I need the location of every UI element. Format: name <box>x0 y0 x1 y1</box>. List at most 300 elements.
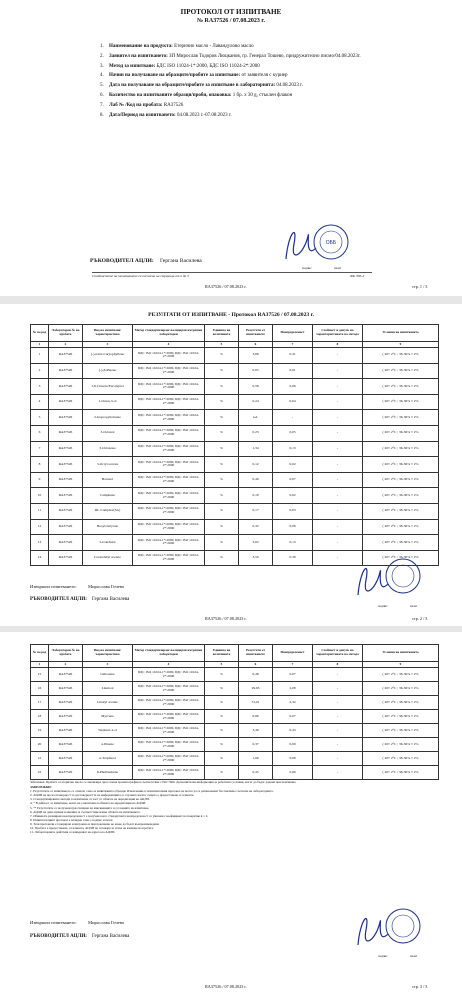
column-header: Стойност и допуск на характеристиката по метода <box>313 645 363 662</box>
result: 0,80 <box>239 710 273 724</box>
row-number: 12 <box>31 519 49 535</box>
result: 0,18 <box>239 488 273 504</box>
lab-number: RA37526 <box>49 724 83 738</box>
limit: - <box>313 457 363 473</box>
info-label: Лаб № /Код на пробата: <box>109 102 163 108</box>
test-name: DL-Camphor(SG) <box>83 503 133 519</box>
lab-number: RA37526 <box>49 766 83 780</box>
conditions: ( 20± 2°C ; 36-36% ± 2% <box>363 457 439 473</box>
protocol-number: № RA37526 / 07.08.2023 г. <box>197 18 265 24</box>
test-name: Lavandulyl acetate <box>83 550 133 566</box>
row-number: 13 <box>31 535 49 551</box>
protocol-page-1 <box>0 0 462 296</box>
uncertainty: 0,07 <box>273 472 313 488</box>
lab-number: RA37526 <box>49 710 83 724</box>
result: 0,05 <box>239 363 273 379</box>
method: БДС ISO 11024-1*:2000, БДС ISO 11024-2*:2000 <box>133 752 205 766</box>
head-label: РЪКОВОДИТЕЛ АЦЛИ: <box>30 597 87 602</box>
result: 0,17 <box>239 503 273 519</box>
unit: % <box>205 394 239 410</box>
limit: - <box>313 535 363 551</box>
method: БДС ISO 11024-1*:2000, БДС ISO 11024-2*:2000 <box>133 724 205 738</box>
uncertainty: 0,01 <box>273 363 313 379</box>
uncertainty: 0,09 <box>273 738 313 752</box>
test-name: Hexyl-butyrate <box>83 519 133 535</box>
conditions: ( 20± 2°C ; 36-36% ± 2% <box>363 379 439 395</box>
method: БДС ISO 11024-1*:2000, БДС ISO 11024-2*:2000 <box>133 503 205 519</box>
note-item: 4. * В дейност за изпитване, която не е включена в обхвата на акредитация на АЦЛИ. <box>30 801 147 806</box>
test-name: Myrcene <box>83 710 133 724</box>
lab-number: RA37526 <box>49 425 83 441</box>
row-number: 19 <box>31 724 49 738</box>
info-value: 04.08.2023 г. <box>276 83 303 89</box>
stamp-caption: печат <box>334 266 342 270</box>
head-name: Гергана Василева <box>160 258 202 264</box>
head-label: РЪКОВОДИТЕЛ АЦЛИ: <box>30 934 87 939</box>
conditions: ( 20± 2°C ; 36-36% ± 2% <box>363 519 439 535</box>
unit: % <box>205 738 239 752</box>
conditions: ( 20± 2°C ; 36-36% ± 2% <box>363 441 439 457</box>
stamp-text: ОББ <box>325 240 337 246</box>
result: 0,24 <box>239 394 273 410</box>
uncertainty: 0,13 <box>273 441 313 457</box>
table-row <box>31 472 439 488</box>
result: 3,68 <box>239 348 273 364</box>
unit: % <box>205 363 239 379</box>
conditions: ( 20± 2°C ; 36-36% ± 2% <box>363 488 439 504</box>
info-label: Дата на получаване на образците/пробите за изпитване в лабораторията: <box>109 83 276 89</box>
stamp-caption: печат <box>410 604 418 608</box>
conditions: ( 20± 2°C ; 36-36% ± 2% <box>363 503 439 519</box>
test-name: 3-Octanone <box>83 441 133 457</box>
result: 29,65 <box>239 682 273 696</box>
protocol-page-2 <box>0 304 462 626</box>
table-row <box>31 425 439 441</box>
method: БДС ISO 11024-1*:2000, БДС ISO 11024-2*:2000 <box>133 348 205 364</box>
result: 31,01 <box>239 696 273 710</box>
limit: - <box>313 766 363 780</box>
info-value: RA37526 <box>163 102 184 108</box>
uncertainty: 0,04 <box>273 394 313 410</box>
row-number: 14 <box>31 550 49 566</box>
column-header: Вид на изпитване/ характеристика <box>83 645 133 662</box>
note-item: 8. Изпитвателният протокол е валиден само с подпис и печат. <box>30 817 114 822</box>
row-number: 9 <box>31 472 49 488</box>
unit: % <box>205 441 239 457</box>
table-row <box>31 738 439 752</box>
note-item: 6. АЦЛИ не дава оценки и мнения за съответствие извън обхвата на изпитването. <box>30 809 141 814</box>
table-row <box>31 535 439 551</box>
conditions: ( 20± 2°C ; 36-36% ± 2% <box>363 738 439 752</box>
notes-block <box>30 780 438 834</box>
result: 1,06 <box>239 752 273 766</box>
info-item <box>100 64 440 70</box>
lab-number: RA37526 <box>49 348 83 364</box>
limit: - <box>313 425 363 441</box>
test-name: α-Terpineol <box>83 752 133 766</box>
result: 0,58 <box>239 379 273 395</box>
column-number: 9 <box>363 662 439 668</box>
limit: - <box>313 472 363 488</box>
info-item <box>100 73 440 79</box>
method: БДС ISO 11024-1*:2000, БДС ISO 11024-2*:2000 <box>133 379 205 395</box>
lab-number: RA37526 <box>49 472 83 488</box>
result: 0,32 <box>239 519 273 535</box>
limit: - <box>313 752 363 766</box>
info-label: Метод за изпитване: <box>109 63 156 69</box>
unit: % <box>205 410 239 426</box>
method: БДС ISO 11024-1*:2000, БДС ISO 11024-2*:2000 <box>133 488 205 504</box>
lab-number: RA37526 <box>49 752 83 766</box>
row-number: 11 <box>31 503 49 519</box>
column-header: Условия на изпитването <box>363 325 439 342</box>
unit: % <box>205 752 239 766</box>
method: БДС ISO 11024-1*:2000, БДС ISO 11024-2*:2000 <box>133 550 205 566</box>
limit: - <box>313 503 363 519</box>
column-header: № по ред <box>31 645 49 662</box>
info-item <box>100 83 440 89</box>
method: БДС ISO 11024-1*:2000, БДС ISO 11024-2*:2000 <box>133 410 205 426</box>
unit: % <box>205 348 239 364</box>
test-name: 2-Isopropyltoluene <box>83 410 133 426</box>
stamp-caption: печат <box>410 954 418 958</box>
results-title: РЕЗУЛТАТИ ОТ ИЗПИТВАНЕ - Протокол RA37526 / 07.08.2023 г. <box>148 312 314 318</box>
lab-number: RA37526 <box>49 738 83 752</box>
uncertainty: 0,02 <box>273 488 313 504</box>
test-name: 1,8-Cineole/Eucalyptol <box>83 379 133 395</box>
table-row <box>31 724 439 738</box>
lab-number: RA37526 <box>49 410 83 426</box>
column-header: № по ред <box>31 325 49 342</box>
row-number: 3 <box>31 379 49 395</box>
info-value: от заявителя с куриер <box>241 73 288 79</box>
table-row <box>31 682 439 696</box>
protocol-page-3 <box>0 632 462 999</box>
table-row <box>31 348 439 364</box>
note-item: 3. Стандартизираните методи за изпитване са част от обхвата на акредитация на АЦЛИ. <box>30 797 150 802</box>
tester-label: Извършил изпитването: <box>30 584 77 589</box>
conditions: ( 20± 2°C ; 36-36% ± 2% <box>363 348 439 364</box>
row-number: 22 <box>31 766 49 780</box>
result: 3,50 <box>239 550 273 566</box>
lab-number: RA37526 <box>49 379 83 395</box>
notes-list <box>30 789 438 834</box>
results-table <box>30 324 439 566</box>
column-number: 5 <box>205 342 239 348</box>
info-value: 04.08.2023 г.-07.08.2023 г. <box>176 112 232 118</box>
head-label: РЪКОВОДИТЕЛ АЦЛИ: <box>90 258 154 264</box>
table-row <box>31 710 439 724</box>
unit: % <box>205 503 239 519</box>
table-row <box>31 457 439 473</box>
uncertainty: 0,05 <box>273 425 313 441</box>
method: БДС ISO 11024-1*:2000, БДС ISO 11024-2*:2000 <box>133 738 205 752</box>
info-value: 1 бр. х 30 g, стъклен флакон <box>232 92 293 98</box>
uncertainty: 0,03 <box>273 503 313 519</box>
test-name: (-)-β-Pinene <box>83 363 133 379</box>
note-item: 5. ** Резултатите са получени при спазване на изискванията за условията на изпитване. <box>30 805 150 810</box>
test-name: Terpinen 4-ol <box>83 724 133 738</box>
sign-caption: подпис <box>302 266 312 270</box>
column-number: 8 <box>313 342 363 348</box>
method: БДС ISO 11024-1*:2000, БДС ISO 11024-2*:2000 <box>133 363 205 379</box>
note-item: 11. Лабораторните действия се извършват на адреса на АЦЛИ. <box>30 830 116 835</box>
column-header: Неопределеност <box>273 645 313 662</box>
info-number: 8. <box>100 112 104 118</box>
table-row <box>31 363 439 379</box>
test-name: (-)-trans-Caryophyllene <box>83 348 133 364</box>
info-label: Заявител на изпитването: <box>109 53 168 59</box>
limit: - <box>313 724 363 738</box>
column-header: Метод стандартизиран/ валидиран вътрешен лабораторен <box>133 645 205 662</box>
result: 0,23 <box>239 425 273 441</box>
page-gap <box>0 296 462 304</box>
row-number: 17 <box>31 696 49 710</box>
test-name: 3-Octanol <box>83 425 133 441</box>
signature-stamp-image <box>340 550 430 606</box>
unit: % <box>205 550 239 566</box>
row-number: 21 <box>31 752 49 766</box>
test-name: Camphene <box>83 488 133 504</box>
lab-number: RA37526 <box>49 441 83 457</box>
uncertainty: - <box>273 410 313 426</box>
method: БДС ISO 11024-1*:2000, БДС ISO 11024-2*:2000 <box>133 472 205 488</box>
conditions: ( 20± 2°C ; 36-36% ± 2% <box>363 724 439 738</box>
uncertainty: 0,07 <box>273 668 313 682</box>
limit: - <box>313 488 363 504</box>
row-number: 20 <box>31 738 49 752</box>
test-name: 3-Octyl acetate <box>83 457 133 473</box>
method: БДС ISO 11024-1*:2000, БДС ISO 11024-2*:2000 <box>133 535 205 551</box>
conditions: ( 20± 2°C ; 36-36% ± 2% <box>363 710 439 724</box>
unit: % <box>205 766 239 780</box>
tester-label: Извършил изпитването: <box>30 920 77 925</box>
note-item: 1. Резултатите от изпитването се отнасят само за изпитваните образци. Извлечения от изпитвателния протокол не могат да се размножават без писмено съгласие на лабораторията. <box>30 789 274 794</box>
lab-number: RA37526 <box>49 394 83 410</box>
table-row <box>31 394 439 410</box>
limit: - <box>313 519 363 535</box>
uncertainty: 0,06 <box>273 519 313 535</box>
info-number: 2. <box>100 53 104 59</box>
limit: - <box>313 738 363 752</box>
note-item: 10. Пробата е предоставена, от клиента, АЦЛИ не отговаря за етапа на вземане на пробата. <box>30 826 154 831</box>
info-item <box>100 54 440 60</box>
row-number: 18 <box>31 710 49 724</box>
limit: - <box>313 682 363 696</box>
lab-number: RA37526 <box>49 696 83 710</box>
column-header: Неопределеност <box>273 325 313 342</box>
result: 3,02 <box>239 535 273 551</box>
row-number: 2 <box>31 363 49 379</box>
uncertainty: 0,06 <box>273 766 313 780</box>
lab-number: RA37526 <box>49 682 83 696</box>
conditions: ( 20± 2°C ; 36-36% ± 2% <box>363 410 439 426</box>
info-value: Етерично масло - Лавандулово масло <box>174 44 254 49</box>
column-header: Единица на величината <box>205 645 239 662</box>
info-value: ЗП Мирослав Тодоров Люцканов, гр. Генерал Тошево, придружително писмо/04.08.2023г. <box>169 53 361 59</box>
column-number: 2 <box>49 662 83 668</box>
row-number: 16 <box>31 682 49 696</box>
column-number: 1 <box>31 342 49 348</box>
info-label: Дата/Период на изпитването: <box>109 112 176 118</box>
footer-page: стр. 3 / 3 <box>412 984 428 989</box>
uncertainty: 0,09 <box>273 752 313 766</box>
tester-name: Мирослава Гочева <box>88 920 124 925</box>
lab-number: RA37526 <box>49 519 83 535</box>
conditions: ( 20± 2°C ; 36-36% ± 2% <box>363 668 439 682</box>
uncertainty: 0,43 <box>273 724 313 738</box>
column-header: Стойност и допуск на характеристиката по метода <box>313 325 363 342</box>
conditions: ( 20± 2°C ; 36-36% ± 2% <box>363 696 439 710</box>
lab-number: RA37526 <box>49 668 83 682</box>
uncertainty: 0,31 <box>273 348 313 364</box>
sign-caption: подпис <box>378 604 388 608</box>
method: БДС ISO 11024-1*:2000, БДС ISO 11024-2*:2000 <box>133 441 205 457</box>
info-label: Количество на изпитваните образци/проби, опаковка: <box>109 92 232 98</box>
remark-text: Забележка: Пробата от етерично масло се анализира чрез газова хроматография в съответствие с ISO 7609. Допълнителна информация за работните условия, могат да бъдат дадени при поискване. <box>30 780 297 784</box>
method: БДС ISO 11024-1*:2000, БДС ISO 11024-2*:2000 <box>133 682 205 696</box>
conditions: ( 20± 2°C ; 36-36% ± 2% <box>363 535 439 551</box>
result: 1,34 <box>239 441 273 457</box>
tester-name: Мирослава Гочева <box>88 584 124 589</box>
info-label: Наименование на продукта: <box>109 44 173 49</box>
lab-number: RA37526 <box>49 535 83 551</box>
limit: - <box>313 710 363 724</box>
table-row <box>31 668 439 682</box>
footer-page: стр. 1 / 3 <box>412 284 428 289</box>
method: БДС ISO 11024-1*:2000, БДС ISO 11024-2*:2000 <box>133 457 205 473</box>
column-header: Резултати от изпитването <box>239 325 273 342</box>
info-value: БДС ISO 11024-1*:2000, БДС ISO 11024-2*:2000 <box>156 63 260 69</box>
info-number: 1. <box>100 44 104 49</box>
notes-title: ЗАБЕЛЕЖКИ: <box>30 785 52 790</box>
table-row <box>31 488 439 504</box>
conditions: ( 20± 2°C ; 36-36% ± 2% <box>363 682 439 696</box>
column-number: 9 <box>363 342 439 348</box>
lab-number: RA37526 <box>49 550 83 566</box>
table-row <box>31 752 439 766</box>
values-note: Стойностите на изпитването са посочени на страница от 2 до 3 <box>92 274 189 278</box>
info-number: 3. <box>100 63 104 69</box>
limit: - <box>313 550 363 566</box>
method: БДС ISO 11024-1*:2000, БДС ISO 11024-2*:2000 <box>133 668 205 682</box>
uncertainty: 0,13 <box>273 535 313 551</box>
column-header: Лабораторен № на пробата <box>49 645 83 662</box>
footer-page: стр. 2 / 3 <box>412 616 428 621</box>
head-name: Гергана Василева <box>92 597 130 602</box>
table-row <box>31 766 439 780</box>
test-name: 1-Octen-3-ol <box>83 394 133 410</box>
info-number: 5. <box>100 83 104 89</box>
column-header: Вид на изпитване/ характеристика <box>83 325 133 342</box>
unit: % <box>205 724 239 738</box>
table-row <box>31 519 439 535</box>
column-header: Лабораторен № на пробата <box>49 325 83 342</box>
result: 0,12 <box>239 457 273 473</box>
uncertainty: 0,06 <box>273 379 313 395</box>
method: БДС ISO 11024-1*:2000, БДС ISO 11024-2*:2000 <box>133 710 205 724</box>
info-item <box>100 93 440 99</box>
table-header-row <box>31 325 439 342</box>
conditions: ( 20± 2°C ; 36-36% ± 2% <box>363 394 439 410</box>
test-name: Linalool <box>83 682 133 696</box>
result: 0,37 <box>239 738 273 752</box>
limit: - <box>313 363 363 379</box>
table-row <box>31 503 439 519</box>
uncertainty: 0,02 <box>273 457 313 473</box>
row-number: 15 <box>31 668 49 682</box>
column-number: 8 <box>313 662 363 668</box>
unit: % <box>205 696 239 710</box>
test-name: Linalyl acetate <box>83 696 133 710</box>
unit: % <box>205 519 239 535</box>
column-header: Условия на изпитването <box>363 645 439 662</box>
info-item <box>100 44 440 50</box>
method: БДС ISO 11024-1*:2000, БДС ISO 11024-2*:2000 <box>133 519 205 535</box>
row-number: 5 <box>31 410 49 426</box>
divider <box>92 272 372 273</box>
limit: - <box>313 348 363 364</box>
conditions: ( 20± 2°C ; 36-36% ± 2% <box>363 425 439 441</box>
test-name: Borneol <box>83 472 133 488</box>
uncertainty: 0,30 <box>273 550 313 566</box>
method: БДС ISO 11024-1*:2000, БДС ISO 11024-2*:2000 <box>133 696 205 710</box>
column-number: 7 <box>273 342 313 348</box>
test-name: β-Phellandrene <box>83 766 133 780</box>
row-number: 7 <box>31 441 49 457</box>
row-number: 1 <box>31 348 49 364</box>
table-row <box>31 441 439 457</box>
conditions: ( 20± 2°C ; 36-36% ± 2% <box>363 550 439 566</box>
limit: - <box>313 696 363 710</box>
test-name: α-Pinene <box>83 738 133 752</box>
lab-number: RA37526 <box>49 363 83 379</box>
result: 0,49 <box>239 472 273 488</box>
info-number: 6. <box>100 92 104 98</box>
unit: % <box>205 710 239 724</box>
limit: - <box>313 394 363 410</box>
table-row <box>31 410 439 426</box>
protocol-title: ПРОТОКОЛ ОТ ИЗПИТВАНЕ <box>180 8 282 16</box>
conditions: ( 20± 2°C ; 36-36% ± 2% <box>363 472 439 488</box>
note-item: 2. АЦЛИ не носи отговорност за достоверността на информацията, в случаите когато същата е предоставена от клиента. <box>30 793 195 798</box>
footer-protocol: RA37526 / 07.08.2023 г. <box>205 984 247 989</box>
limit: - <box>313 410 363 426</box>
conditions: ( 20± 2°C ; 36-36% ± 2% <box>363 752 439 766</box>
column-number: 6 <box>239 342 273 348</box>
footer-protocol: RA37526 / 07.08.2023 г. <box>205 616 247 621</box>
note-item: 7. Обявената разширена неопределеност е получена като стандартната неопределеност се умножи с коефициент на покритие k = 2. <box>30 813 209 818</box>
head-name: Гергана Василева <box>92 934 130 939</box>
result: 3,49 <box>239 724 273 738</box>
column-number: 1 <box>31 662 49 668</box>
column-number: 4 <box>133 662 205 668</box>
form-code: ФК 708-4 <box>350 274 364 278</box>
column-number: 7 <box>273 662 313 668</box>
note-item: 9. Тези протоколи е генериран електронно и при показване не може да бъдат възпроизвеждани. <box>30 821 160 826</box>
lab-number: RA37526 <box>49 457 83 473</box>
row-number: 4 <box>31 394 49 410</box>
unit: % <box>205 535 239 551</box>
info-item <box>100 103 440 109</box>
lab-number: RA37526 <box>49 488 83 504</box>
conditions: ( 20± 2°C ; 36-36% ± 2% <box>363 766 439 780</box>
uncertainty: 0,07 <box>273 710 313 724</box>
column-number: 3 <box>83 342 133 348</box>
unit: % <box>205 472 239 488</box>
column-number: 4 <box>133 342 205 348</box>
uncertainty: 2,08 <box>273 682 313 696</box>
